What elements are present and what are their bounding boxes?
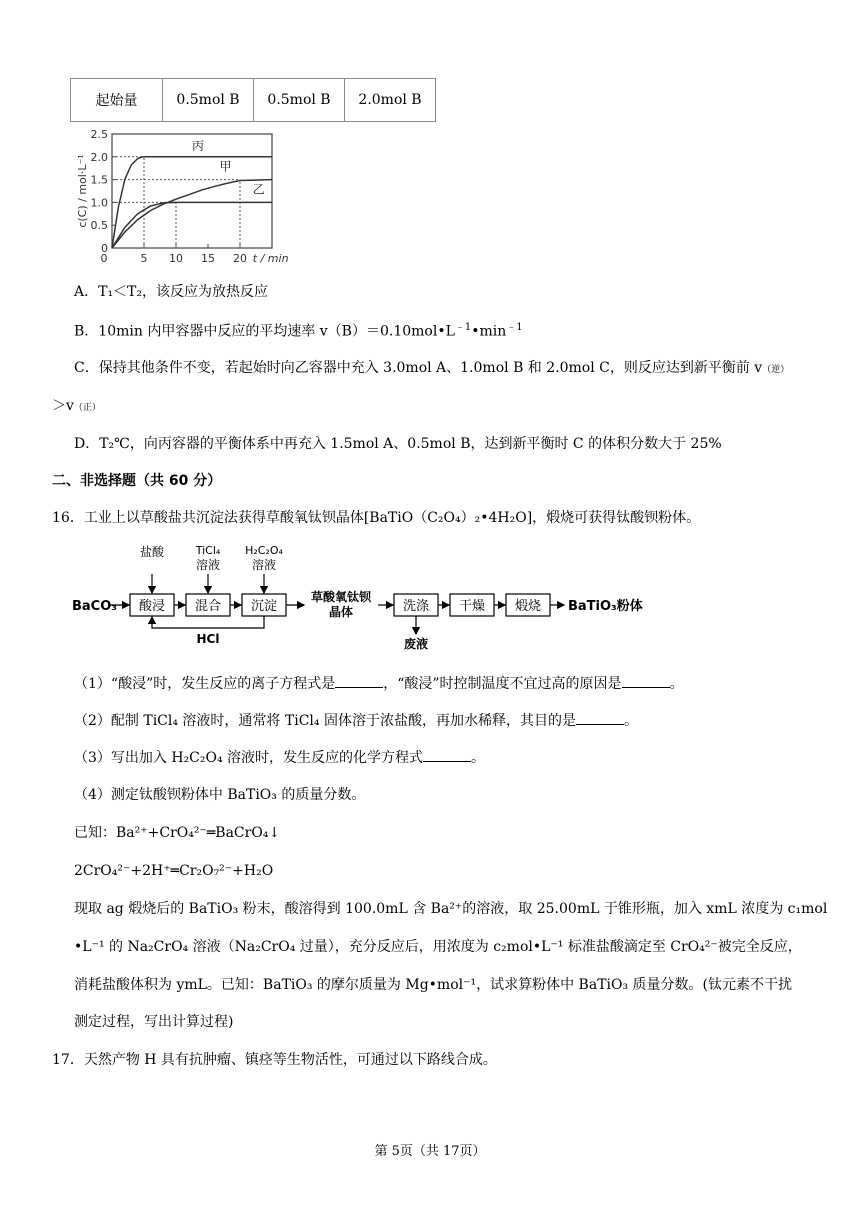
q17-text: 17．天然产物 H 具有抗肿瘤、镇痉等生物活性，可通过以下路线合成。 (52, 1052, 497, 1068)
y-tick-label: 2.5 (90, 128, 108, 141)
x-tick-label: 0 (100, 252, 108, 265)
box-label-acid-leach: 酸浸 (138, 599, 166, 614)
calc-line4: 测定过程，写出计算过程) (74, 1014, 234, 1030)
answer-blank (622, 673, 670, 688)
reagent-ticl4-solution: 溶液 (195, 558, 221, 572)
option-c: C．保持其他条件不变，若起始时向乙容器中充入 3.0mol A、1.0mol B 和 2.0mol C，则反应达到新平衡前 v（逆） (74, 360, 790, 376)
y-tick-label: 2.0 (90, 150, 108, 164)
waste-liquid: 废液 (403, 637, 429, 651)
table-cell: 2.0mol B (345, 79, 436, 122)
calc-line3: 消耗盐酸体积为 ymL。已知：BaTiO₃ 的摩尔质量为 Mg•mol⁻¹，试求算粉体中 BaTiO₃ 质量分数。(钛元素不干扰 (74, 977, 793, 993)
series-line-甲 (112, 180, 272, 248)
q16-part3: （3）写出加入 H₂C₂O₄ 溶液时，发生反应的化学方程式 。 (74, 747, 485, 768)
table-cell: 起始量 (71, 79, 163, 122)
reagent-ticl4: TiCl₄ (195, 544, 221, 557)
section-title: 二、非选择题（共 60 分） (52, 473, 222, 489)
product-crystal: 晶体 (328, 605, 354, 619)
reagent-h2c2o4-solution: 溶液 (251, 558, 277, 572)
page-footer: 第 5页（共 17页） (374, 1144, 486, 1159)
known-eq1: 已知：Ba²⁺+CrO₄²⁻═BaCrO₄↓ (74, 825, 281, 841)
calc-line1: 现取 ag 煅烧后的 BaTiO₃ 粉末，酸溶得到 100.0mL 含 Ba²⁺的溶液，取 25.00mL 于锥形瓶，加入 xmL 浓度为 c₁mol (74, 901, 828, 917)
series-line-乙 (112, 202, 272, 248)
concentration-time-chart (70, 128, 300, 268)
answer-blank (576, 710, 624, 725)
table-cell: 0.5mol B (163, 79, 254, 122)
option-c-cont: ＞v（正） (52, 398, 101, 414)
option-d: D．T₂℃，向丙容器的平衡体系中再充入 1.5mol A、0.5mol B，达到新平衡时 C 的体积分数大于 25% (74, 436, 722, 452)
answer-blank (423, 747, 471, 762)
recycle-hcl: HCl (196, 632, 220, 646)
q16-intro: 16．工业上以草酸盐共沉淀法获得草酸氧钛钡晶体[BaTiO（C₂O₄）₂•4H₂O]，煅烧可获得钛酸钡粉体。 (52, 510, 701, 526)
y-tick-label: 1.0 (90, 196, 108, 210)
known-eq2: 2CrO₄²⁻+2H⁺═Cr₂O₇²⁻+H₂O (74, 863, 274, 879)
x-tick-label: 5 (140, 252, 148, 265)
series-label: 丙 (192, 138, 205, 153)
box-label-wash: 洗涤 (402, 599, 430, 614)
answer-blank (335, 673, 383, 688)
x-tick-label: 10 (169, 252, 183, 265)
box-label-precipitate: 沉淀 (250, 599, 278, 614)
box-label-dry: 干燥 (458, 599, 486, 614)
y-tick-label: 0 (101, 242, 108, 255)
series-label: 甲 (219, 159, 232, 174)
box-label-calcine: 煅烧 (514, 599, 542, 614)
x-axis-label: t / min (252, 252, 289, 265)
box-label-mix: 混合 (194, 599, 222, 614)
y-axis-label: c(C) / mol·L⁻¹ (76, 154, 89, 228)
calc-line2: •L⁻¹ 的 Na₂CrO₄ 溶液（Na₂CrO₄ 过量），充分反应后，用浓度为 c₂mol•L⁻¹ 标准盐酸滴定至 CrO₄²⁻被完全反应， (74, 939, 802, 955)
x-tick-label: 20 (233, 252, 247, 265)
start-amount-table (70, 78, 436, 122)
series-label: 乙 (252, 182, 265, 197)
process-flow-diagram (70, 540, 680, 652)
option-b: B．10min 内甲容器中反应的平均速率 $v(B)=0.10mol•L^{﹣1}•\min^{﹣1}$ (74, 322, 523, 340)
product-name: 草酸氧钛钡 (310, 590, 372, 604)
flow-end: BaTiO₃粉体 (568, 599, 643, 614)
reagent-h2c2o4: H₂C₂O₄ (245, 544, 283, 557)
option-a: A．T₁＜T₂，该反应为放热反应 (74, 284, 269, 300)
q16-part2: （2）配制 TiCl₄ 溶液时，通常将 TiCl₄ 固体溶于浓盐酸，再加水稀释，其目的是 。 (74, 710, 638, 731)
x-tick-label: 15 (201, 252, 215, 265)
flow-start: BaCO₃ (72, 599, 117, 614)
table-cell: 0.5mol B (254, 79, 345, 122)
q16-part4: （4）测定钛酸钡粉体中 BaTiO₃ 的质量分数。 (74, 787, 366, 803)
y-tick-label: 0.5 (90, 219, 108, 233)
y-tick-label: 1.5 (90, 173, 108, 187)
reagent-hcl: 盐酸 (139, 545, 165, 559)
q16-part1: （1）“酸浸”时，发生反应的离子方程式是 ，“酸浸”时控制温度不宜过高的原因是 。 (74, 673, 684, 694)
